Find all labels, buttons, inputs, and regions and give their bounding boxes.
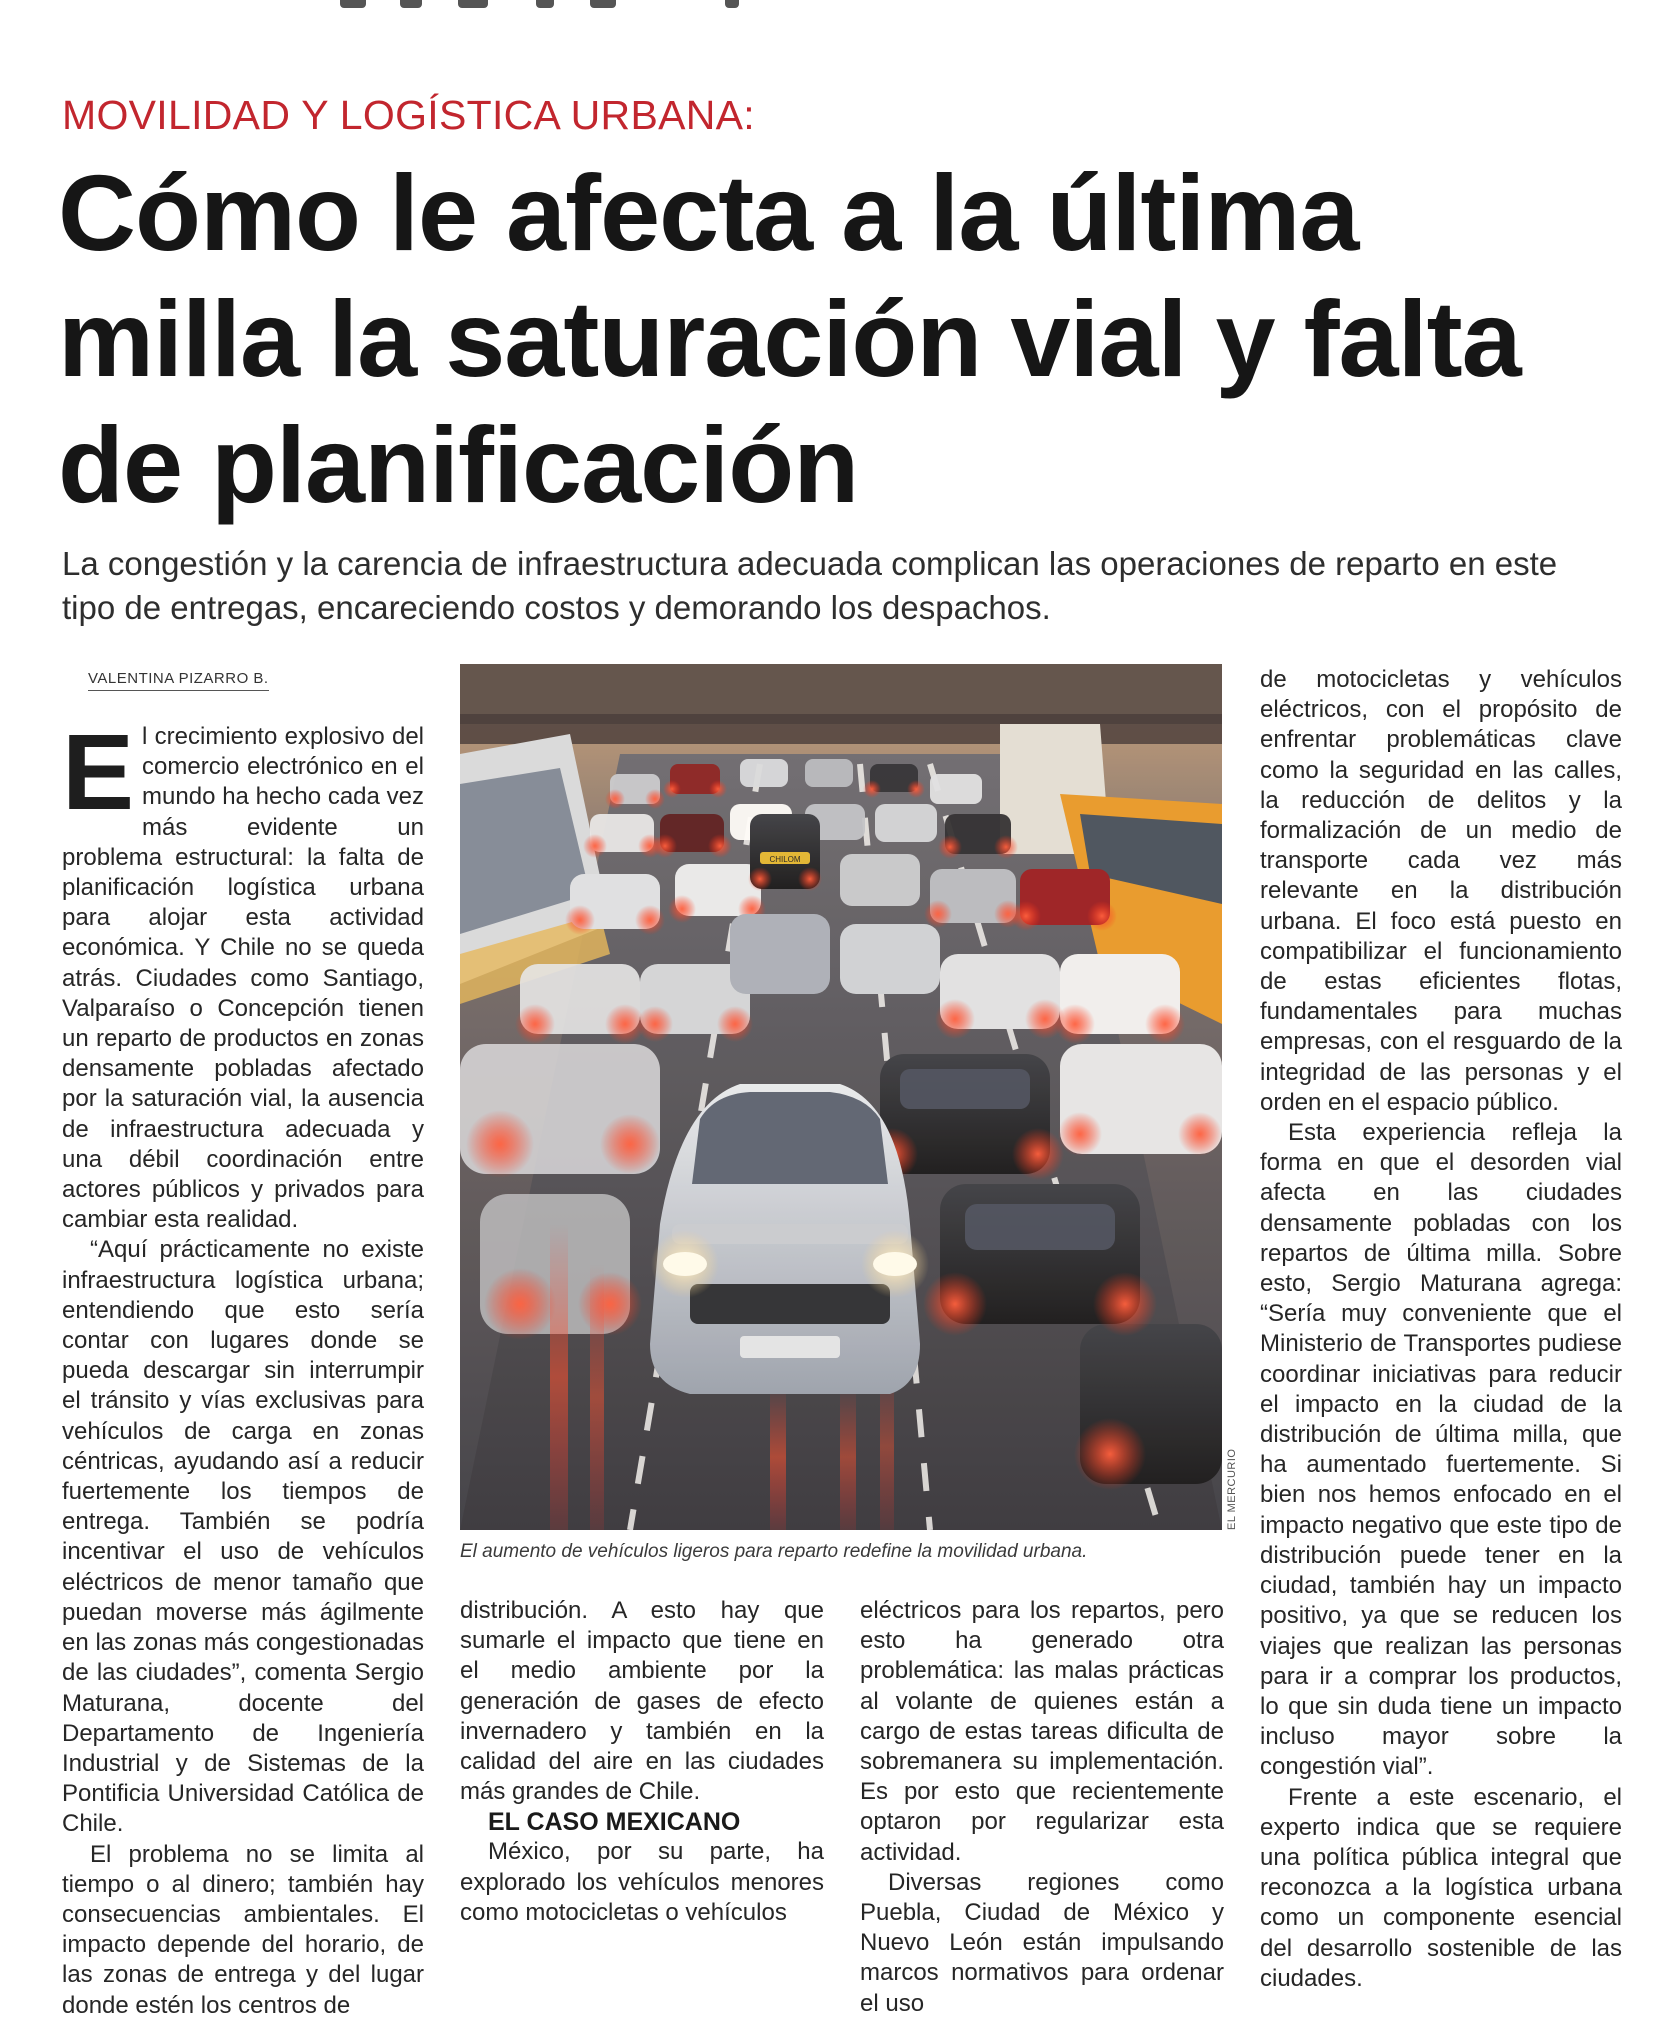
paragraph: Diversas regiones como Puebla, Ciudad de México y Nuevo León están impulsando marcos normativos para ordenar el uso [860,1868,1224,2017]
headline: Cómo le afecta a la última milla la saturación vial y falta de planificación [58,152,1521,525]
photo-caption: El aumento de vehículos ligeros para reparto redefine la movilidad urbana. [460,1541,1088,1562]
paragraph: “Aquí prácticamente no existe infraestructura logística urbana; entendiendo que esto sería contar con lugares donde se pueda descargar sin interrumpir el tránsito y vías exclusivas para vehículos de carga en zonas céntricas, ayudando así a reducir fuertemente los tiempos de entrega. También se podría incentivar el uso de vehículos eléctricos de menor tamaño que puedan moverse más ágilmente en las zonas más congestionadas de las ciudades”, comenta Sergio Maturana, docente del Departamento de Ingeniería Industrial y de Sistemas de la Pontificia Universidad Católica de Chile. [62,1236,424,1838]
photo-credit: EL MERCURIO [1226,1448,1238,1530]
paragraph: distribución. A esto hay que sumarle el impacto que tiene en el medio ambiente por la generación de gases de efecto invernadero y también en la calidad del aire en las ciudades más grandes de Chile. [460,1597,824,1806]
byline: VALENTINA PIZARRO B. [88,670,269,691]
taxi-roof-sign: CHILOM [769,855,801,864]
paragraph: El problema no se limita al tiempo o al dinero; también hay consecuencias ambientales. El impacto depende del horario, de las zonas de entrega y del lugar donde estén los centros de [62,1840,424,2019]
paragraph: de motocicletas y vehículos eléctricos, con el propósito de enfrentar problemáticas clave como la seguridad en las calles, la reducción de delitos y la formalización de un medio de transporte cada vez más relevante en la distribución urbana. El foco está puesto en compatibilizar el funcionamiento de estas eficientes flotas, fundamentales para muchas empresas, con el resguardo de la integridad de las personas y el orden en el espacio público. [1260,666,1622,1116]
cropped-masthead-remnant [340,0,760,10]
section-subhead: EL CASO MEXICANO [488,1808,741,1837]
drop-cap: E [62,711,135,832]
paragraph: Esta experiencia refleja la forma en que el desorden vial afecta en las ciudades densamente pobladas con los repartos de última milla. Sobre esto, Sergio Maturana agrega: “Sería muy conveniente que el Ministerio de Transportes pudiese coordinar iniciativas para reducir el impacto en la ciudad de la distribución de última milla, que ha aumentado fuertemente. Si bien nos hemos enfocado en el impacto negativo que este tipo de distribución puede tener en la ciudad, también hay un impacto positivo, ya que se reducen los viajes que realizan las personas para ir a comprar los productos, lo que sin duda tiene un impacto incluso mayor sobre la congestión vial”. [1260,1119,1622,1781]
section-kicker: MOVILIDAD Y LOGÍSTICA URBANA: [62,92,755,138]
paragraph: México, por su parte, ha explorado los vehículos menores como motocicletas o vehículos [460,1838,824,1926]
column-4 [1260,665,1622,1994]
paragraph: Frente a este escenario, el experto indica que se requiere una política pública integral que reconozca a la logística urbana como un componente esencial del desarrollo sostenible de las ciudades. [1260,1783,1622,1992]
column-1 [62,711,424,2021]
column-3 [860,1596,1224,2019]
paragraph: El crecimiento explosivo del comercio electrónico en el mundo ha hecho cada vez más evidente un problema estructural: la falta de planificación logística urbana para alojar esta actividad económica. Y Chile no se queda atrás. Ciudades como Santiago, Valparaíso o Concepción tienen un reparto de productos en zonas densamente pobladas afectado por la saturación vial, la ausencia de infraestructura adecuada y una débil coordinación entre actores públicos y privados para cambiar esta realidad. [62,711,424,1234]
paragraph: eléctricos para los repartos, pero esto ha generado otra problemática: las malas prácticas al volante de quienes están a cargo de estas tareas dificulta de sobremanera su implementación. Es por esto que recientemente optaron por regularizar esta actividad. [860,1597,1224,1866]
deck-subtitle: La congestión y la carencia de infraestructura adecuada complican las operaciones de reparto en este tipo de entregas, encareciendo costos y demorando los despachos. [62,545,1558,626]
traffic-jam-illustration [460,664,1222,1530]
traffic-photo [460,664,1222,1530]
column-2 [460,1596,824,1928]
